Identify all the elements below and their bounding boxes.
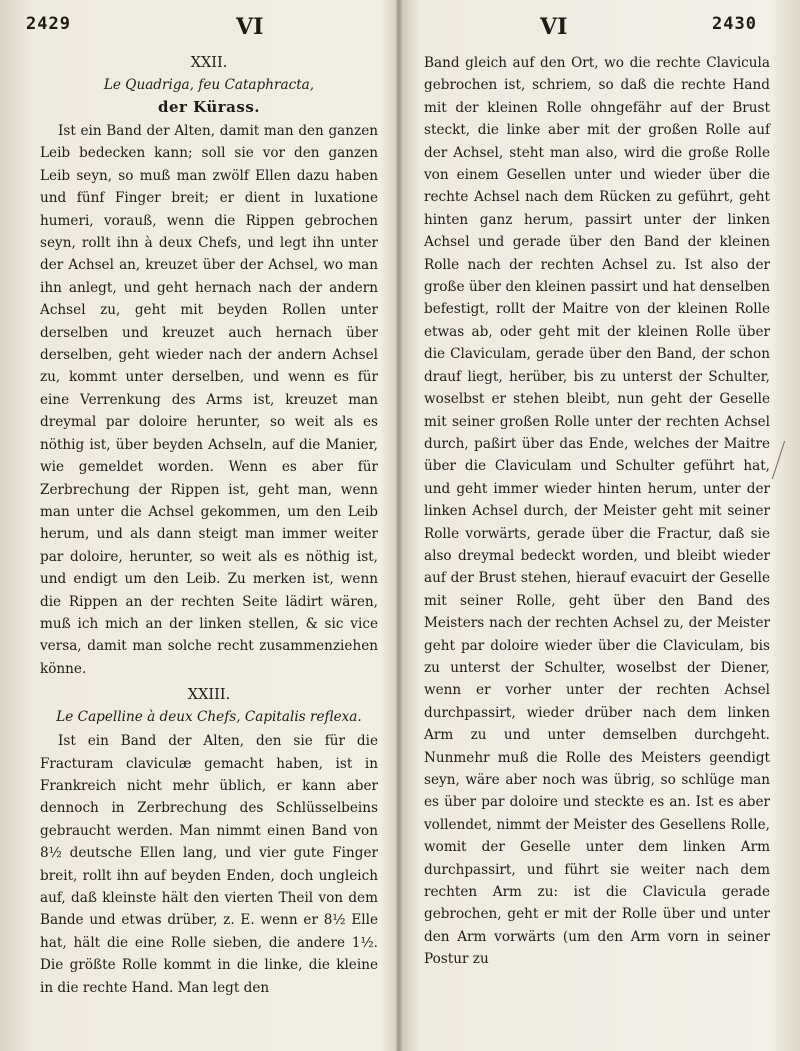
right-running-head: VI (540, 14, 568, 40)
right-page-number: 2430 (712, 14, 757, 34)
section-xxii-number: XXII. (190, 55, 228, 71)
section-xxiii-paragraph: Ist ein Band der Alten, den sie für die Fracturam claviculæ gemacht haben, ist in Frankreich nicht mehr üblich, er kann aber dennoch in Zerbrechung des Schlüsselbeins gebraucht werden. Man nimmt einen Band von 8½ deutsche Ellen lang, und vier gute Finger breit, rollt ihn auf beyden Enden, doch ungleich auf, daß kleinste hält den vierten Theil von dem Bande und etwas drüber, z. E. wenn er 8½ Elle hat, hält die eine Rolle sieben, die andere 1½. Die größte Rolle kommt in die linke, die kleine in die rechte Hand. Man legt den (40, 733, 378, 996)
section-xxiii-number: XXIII. (187, 687, 231, 704)
section-xxii-paragraph: Ist ein Band der Alten, damit man den ganzen Leib bedecken kann; soll sie vor den ganzen Leib seyn, so muß man zwölf Ellen dazu haben und fünf Finger breit; er dient in luxatione humeri, vorauß, wenn die Rippen gebrochen seyn, rollt ihn à deux Chefs, und legt ihn unter der Achsel an, kreuzet über der Achsel, wo man ihn anlegt, und geht hernach nach der andern Achsel zu, geht mit beyden Rollen unter derselben und kreuzet auch hernach über derselben, geht wieder nach der andern Achsel zu, kommt unter derselben, und wenn es für eine Verrenkung des Arms ist, kreuzet man dreymal par doloire herunter, so weit als es nöthig ist, über beyden Achseln, auf die Manier, wie gemeldet worden. Wenn es aber für Zerbrechung der Rippen ist, geht man, wenn man unter die Achsel gekommen, um den Leib herum, und als dann steigt man immer weiter par doloire, herunter, so weit als es nöthig ist, und endigt um den Leib. Zu merken ist, wenn die Rippen an der rechten Seite lädirt wären, muß ich mich an der linken stellen, & sic vice versa, damit man solche recht zusammenziehen könne. (40, 123, 378, 677)
right-page-paragraph: Band gleich auf den Ort, wo die rechte Clavicula gebrochen ist, schriem, so daß die rechte Hand mit der kleinen Rolle ohngefähr auf der Brust steckt, die linke aber mit der großen Rolle auf der Achsel, steht man also, wird die große Rolle von einem Gesellen unter und wieder über die rechte Achsel nach dem Rücken zu geführt, geht hinten ganz herum, passirt unter der linken Achsel und gerade über den Band der kleinen Rolle nach der rechten Achsel zu. Ist also der große über den kleinen passirt und hat denselben befestigt, rollt der Maitre von der kleinen Rolle etwas ab, oder geht mit der kleinen Rolle über die Claviculam, gerade über den Band, der schon drauf liegt, herüber, bis zu unterst der Schulter, woselbst er stehen bleibt, nun geht der Geselle mit seiner großen Rolle unter der rechten Achsel durch, paßirt über das Ende, welches der Maitre über die Claviculam und Schulter geführt hat, und geht immer wieder hinten herum, unter der linken Achsel durch, der Meister geht mit seiner Rolle vorwärts, gerade über die Fractur, daß sie also dreymal bedeckt worden, und bleibt wieder auf der Brust stehen, hierauf evacuirt der Geselle mit seiner Rolle, geht über den Band des Meisters nach der rechten Achsel zu, der Meister geht par doloire wieder über die Claviculam, bis zu unterst der Schulter, woselbst der Diener, wenn er vorher unter der rechten Achsel durchpassirt, wieder drüber nach dem linken Arm zu und unter demselben durchgeht. Nunmehr muß die Rolle des Meisters geendigt seyn, wäre aber noch was übrig, so schlüge man es über par doloire und steckte es an. Ist es aber vollendet, nimmt der Meister des Gesellens Rolle, womit der Geselle unter dem linken Arm durchpassirt, und führt sie weiter nach dem rechten Arm zu: ist die Clavicula gerade gebrochen, geht er mit der Rolle über und unter den Arm vorwärts (um den Arm vorn in seiner Postur zu (424, 55, 770, 968)
section-xxiii-title: Le Capelline à deux Chefs, Capitalis reflexa. (56, 709, 362, 726)
section-xxii-title: Le Quadriga, feu Cataphracta, (103, 77, 315, 93)
left-page-number: 2429 (26, 14, 71, 34)
left-running-head: VI (236, 14, 264, 40)
right-column (424, 52, 770, 971)
book-gutter (396, 0, 402, 1051)
left-column (40, 52, 378, 999)
section-xxii-subtitle: der Kürass. (157, 98, 260, 116)
